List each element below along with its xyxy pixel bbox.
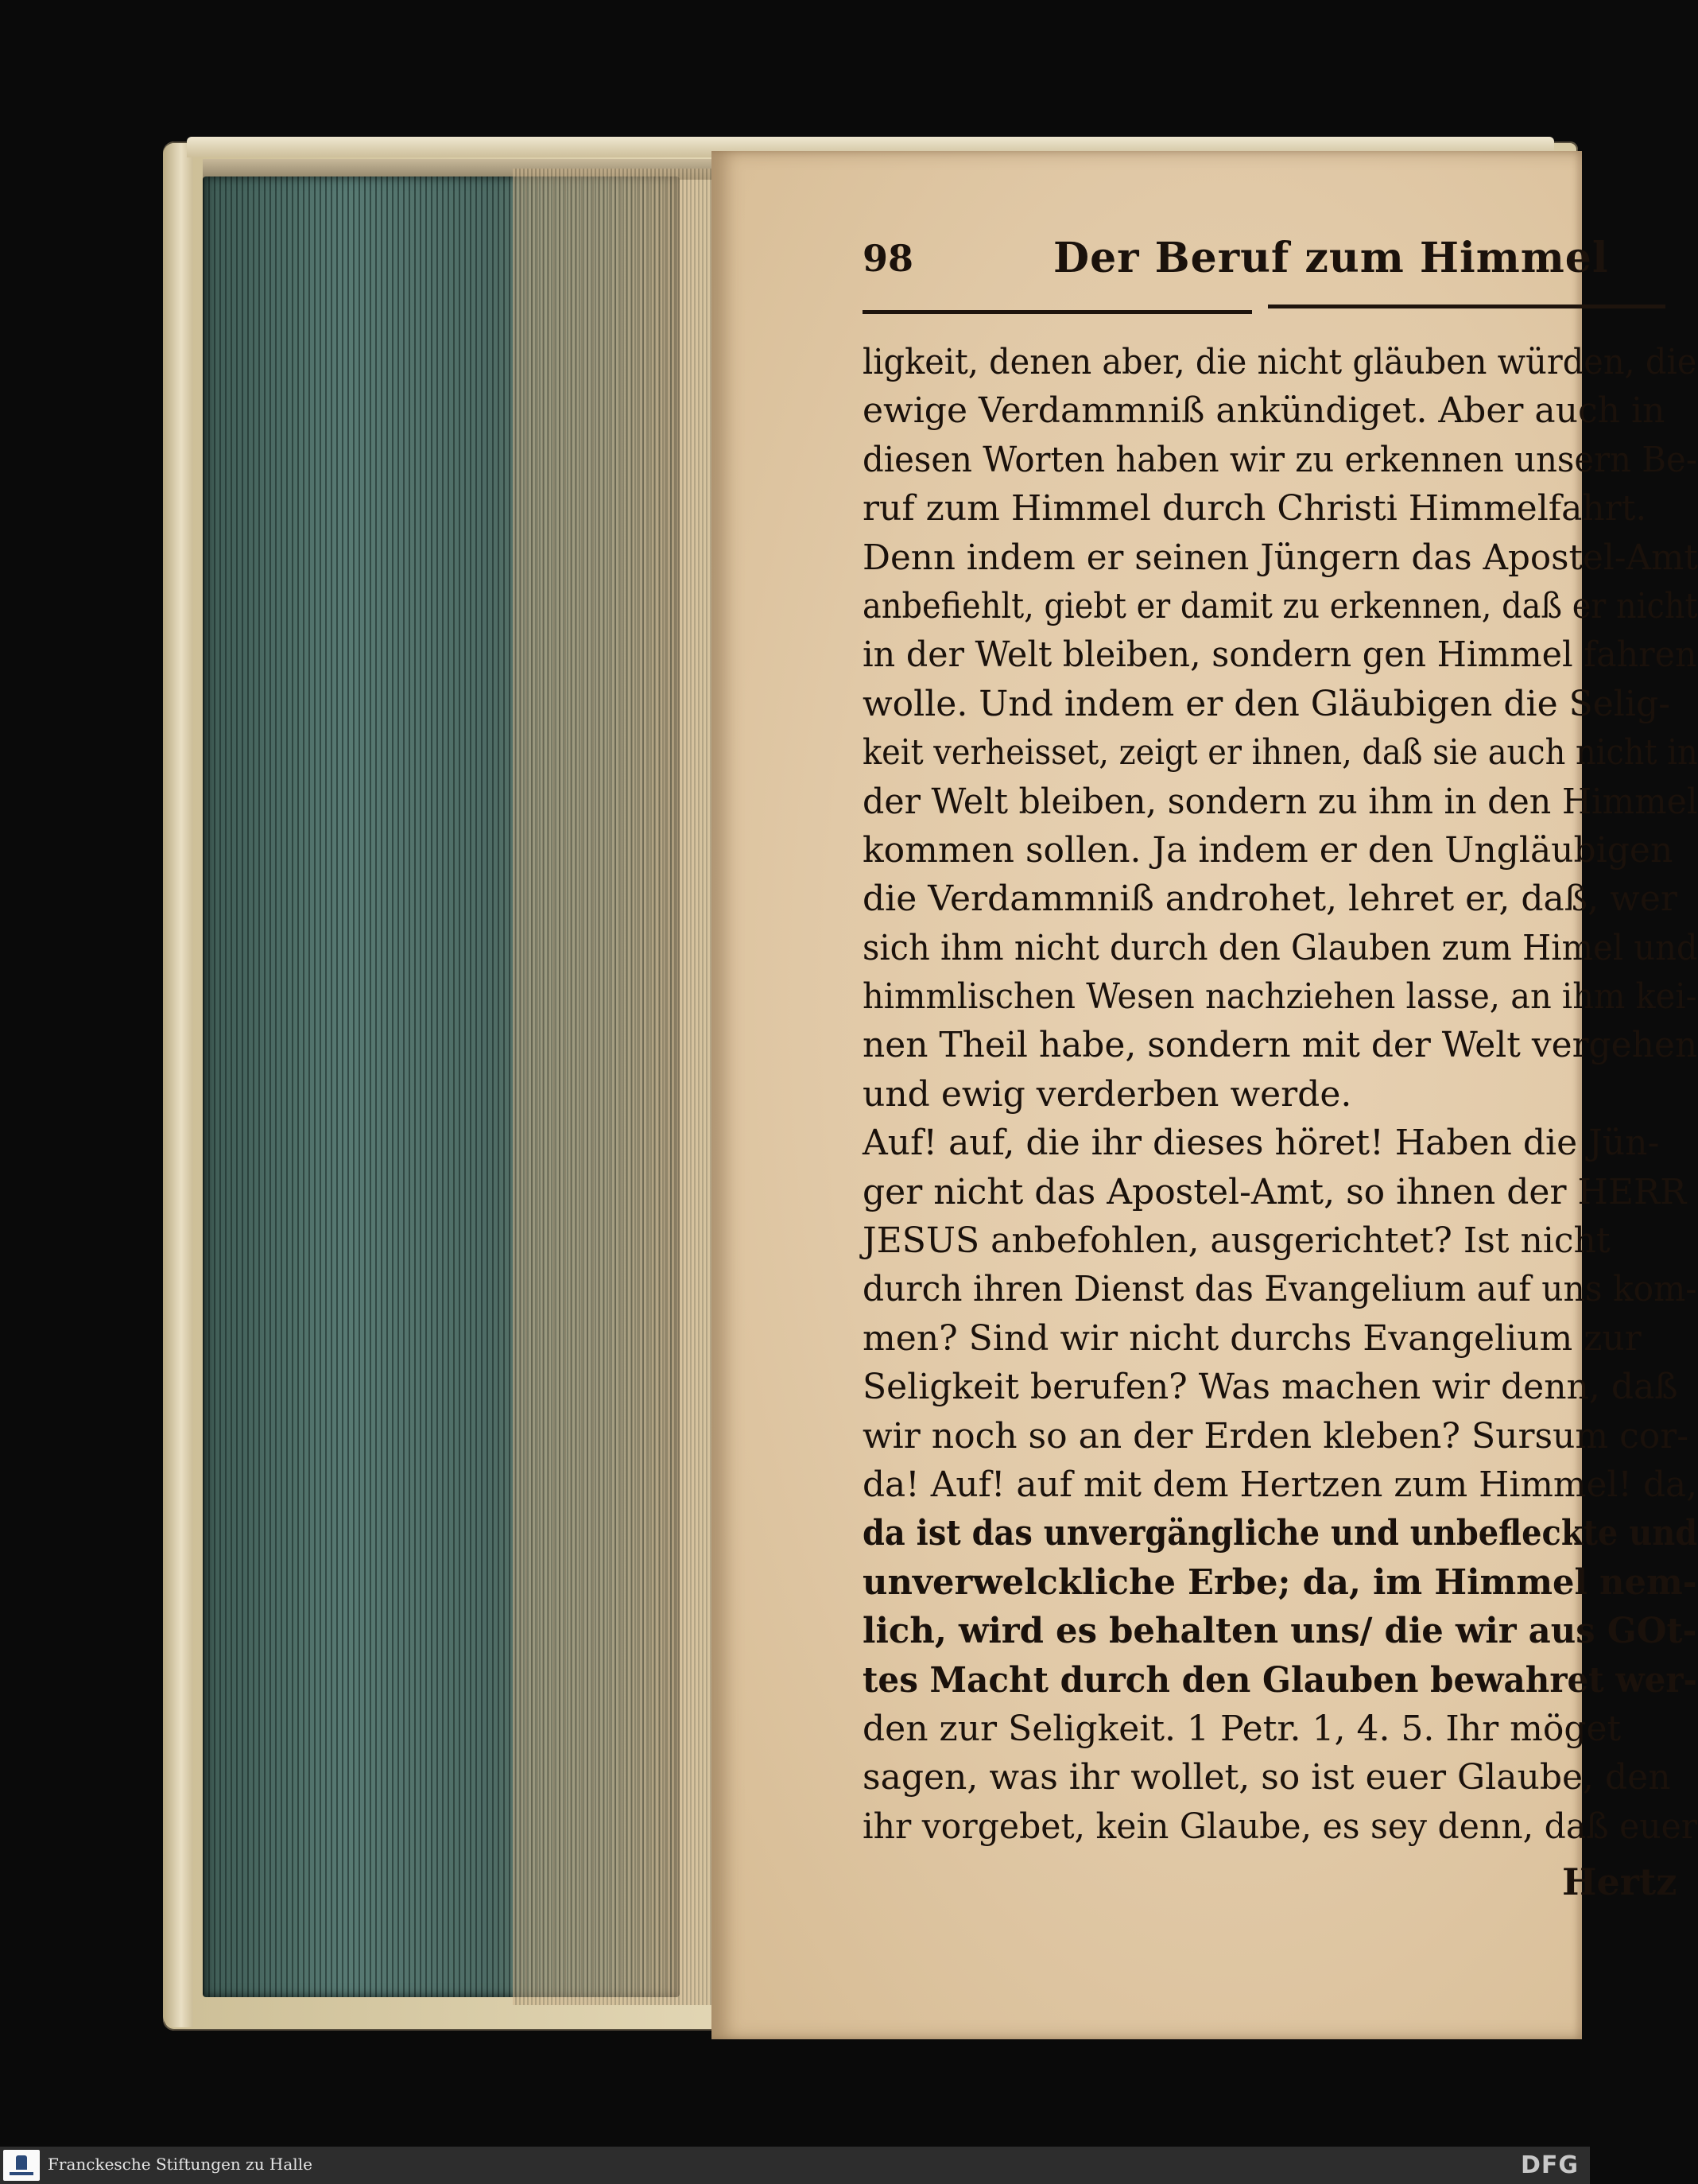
- dfg-logo: DFG: [1520, 2151, 1579, 2179]
- text-line: nen Theil habe, sondern mit der Welt vergehen: [863, 1025, 1698, 1066]
- text-line: unverwelckliche Erbe; da, im Himmel nem-: [863, 1561, 1697, 1603]
- text-line: tes Macht durch den Glauben bewahret wer-: [863, 1659, 1697, 1701]
- text-line: keit verheisset, zeigt er ihnen, daß sie auch nicht in: [863, 732, 1698, 774]
- text-line: himmlischen Wesen nachziehen lasse, an ihm kei-: [863, 976, 1697, 1018]
- body-text: [863, 338, 1697, 1851]
- text-line: Denn indem er seinen Jüngern das Apostel-Amt: [863, 537, 1698, 578]
- text-line: ligkeit, denen aber, die nicht gläuben würden, die: [863, 342, 1697, 382]
- text-line: anbefiehlt, giebt er damit zu erkennen, daß er nicht: [863, 585, 1698, 626]
- book-page: [711, 151, 1698, 2039]
- text-line: und ewig verderben werde.: [863, 1073, 1352, 1115]
- text-line: sagen, was ihr wollet, so ist euer Glaube, den: [863, 1757, 1671, 1798]
- text-line: die Verdammniß androhet, lehret er, daß, wer: [863, 879, 1677, 920]
- catchword: Hertz: [1562, 1860, 1677, 1903]
- text-line: in der Welt bleiben, sondern gen Himmel fahren: [863, 634, 1697, 676]
- logo-mark: [16, 2155, 27, 2170]
- text-line: sich ihm nicht durch den Glauben zum Himel und: [863, 927, 1698, 968]
- footer-bar: [0, 2147, 1590, 2184]
- running-title: Der Beruf zum Himmel: [1053, 234, 1609, 282]
- text-line: da ist das unvergängliche und unbefleckte und: [863, 1513, 1698, 1554]
- header-rule-left: [863, 310, 1252, 314]
- page-number: 98: [863, 237, 914, 280]
- text-line: ewige Verdammniß ankündiget. Aber auch in: [863, 390, 1665, 432]
- text-line: lich, wird es behalten uns/ die wir aus GOt-: [863, 1611, 1697, 1652]
- text-line: ihr vorgebet, kein Glaube, es sey denn, daß euer: [863, 1806, 1698, 1847]
- text-line: diesen Worten haben wir zu erkennen unsern Be-: [863, 439, 1697, 480]
- text-line: kommen sollen. Ja indem er den Ungläubigen: [863, 829, 1673, 871]
- text-line: Auf! auf, die ihr dieses höret! Haben die Jün-: [863, 1123, 1660, 1164]
- text-line: da! Auf! auf mit dem Hertzen zum Himmel! da,: [863, 1464, 1698, 1505]
- text-line: wolle. Und indem er den Gläubigen die Selig-: [863, 683, 1670, 724]
- book: [163, 137, 1698, 2045]
- cover-edge: [163, 143, 193, 2027]
- text-line: men? Sind wir nicht durchs Evangelium zur: [863, 1317, 1642, 1359]
- header-rule-right: [1268, 305, 1665, 308]
- institution-logo-icon: [3, 2150, 40, 2181]
- logo-base: [10, 2172, 33, 2175]
- text-line: den zur Seligkeit. 1 Petr. 1, 4. 5. Ihr möget: [863, 1708, 1622, 1749]
- text-line: Seligkeit berufen? Was machen wir denn, daß: [863, 1367, 1678, 1408]
- text-line: ger nicht das Apostel-Amt, so ihnen der HERR: [863, 1171, 1687, 1212]
- text-line: ruf zum Himmel durch Christi Himmelfahrt.: [863, 488, 1647, 530]
- page-header: [863, 231, 1665, 286]
- text-line: wir noch so an der Erden kleben? Sursum cor-: [863, 1415, 1689, 1457]
- gutter-pages: [513, 169, 711, 2005]
- text-line: der Welt bleiben, sondern zu ihm in den Himmel: [863, 781, 1698, 822]
- text-line: durch ihren Dienst das Evangelium auf uns kom-: [863, 1269, 1697, 1310]
- institution-name: Franckesche Stiftungen zu Halle: [48, 2155, 312, 2174]
- text-line: JESUS anbefohlen, ausgerichtet? Ist nicht: [863, 1220, 1611, 1262]
